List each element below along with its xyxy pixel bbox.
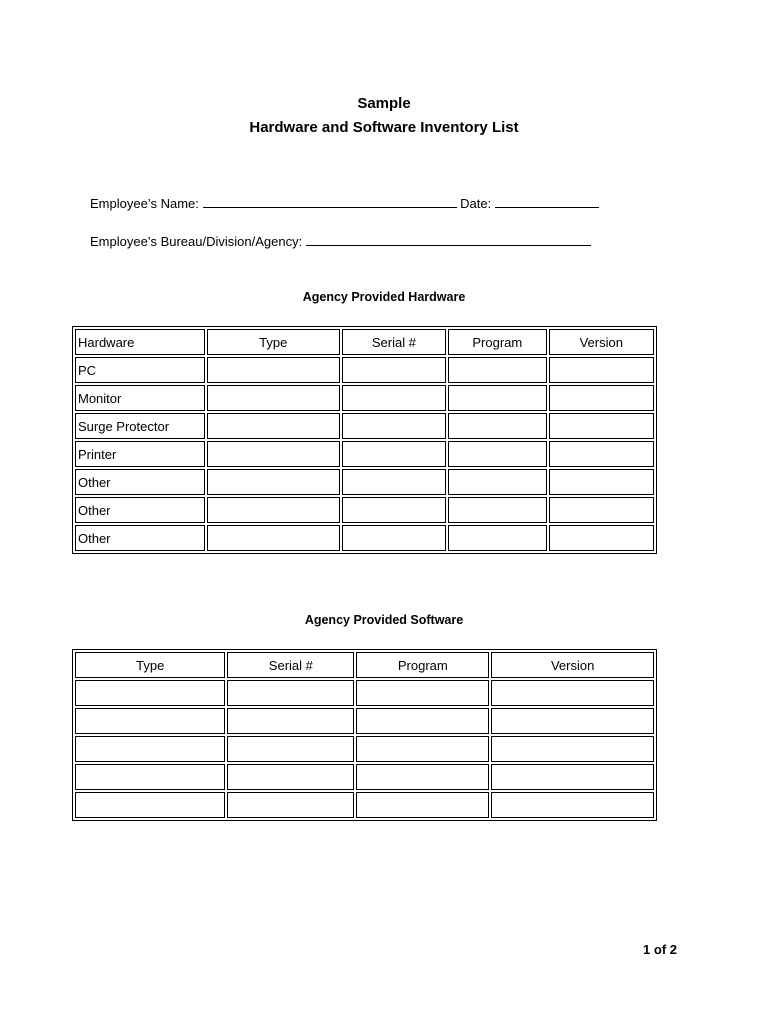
date-label: Date: <box>460 196 492 211</box>
hardware-item-label: Other <box>75 469 205 495</box>
hardware-item-label: Monitor <box>75 385 205 411</box>
hardware-program-cell[interactable] <box>448 525 546 551</box>
hardware-type-cell[interactable] <box>207 525 340 551</box>
column-header-program: Program <box>448 329 546 355</box>
software-serial-cell[interactable] <box>227 792 354 818</box>
hardware-version-cell[interactable] <box>549 441 655 467</box>
software-table-row <box>75 708 654 734</box>
column-header-program: Program <box>356 652 489 678</box>
software-table-row <box>75 736 654 762</box>
software-version-cell[interactable] <box>491 764 654 790</box>
bureau-blank[interactable] <box>306 233 591 246</box>
software-table-header-row <box>75 652 654 678</box>
document-title-line-2: Hardware and Software Inventory List <box>249 119 519 136</box>
hardware-item-label: Other <box>75 525 205 551</box>
hardware-program-cell[interactable] <box>448 385 546 411</box>
software-program-cell[interactable] <box>356 736 489 762</box>
hardware-program-cell[interactable] <box>448 413 546 439</box>
column-header-hardware: Hardware <box>75 329 205 355</box>
software-version-cell[interactable] <box>491 708 654 734</box>
hardware-serial-cell[interactable] <box>342 441 446 467</box>
hardware-type-cell[interactable] <box>207 413 340 439</box>
document-title-line-1: Sample <box>357 95 411 112</box>
hardware-table-header-row <box>75 329 654 355</box>
software-serial-cell[interactable] <box>227 708 354 734</box>
column-header-serial: Serial # <box>342 329 446 355</box>
hardware-program-cell[interactable] <box>448 497 546 523</box>
hardware-serial-cell[interactable] <box>342 469 446 495</box>
software-version-cell[interactable] <box>491 792 654 818</box>
hardware-serial-cell[interactable] <box>342 497 446 523</box>
software-type-cell[interactable] <box>75 792 225 818</box>
hardware-serial-cell[interactable] <box>342 413 446 439</box>
employee-name-label: Employee’s Name: <box>90 196 199 211</box>
hardware-table-row <box>75 385 654 411</box>
software-table-row <box>75 764 654 790</box>
hardware-type-cell[interactable] <box>207 385 340 411</box>
software-table-row <box>75 680 654 706</box>
software-version-cell[interactable] <box>491 680 654 706</box>
hardware-type-cell[interactable] <box>207 469 340 495</box>
hardware-table-row <box>75 357 654 383</box>
software-type-cell[interactable] <box>75 736 225 762</box>
hardware-program-cell[interactable] <box>448 357 546 383</box>
software-type-cell[interactable] <box>75 680 225 706</box>
bureau-label: Employee’s Bureau/Division/Agency: <box>90 234 303 249</box>
employee-name-blank[interactable] <box>203 195 457 208</box>
software-type-cell[interactable] <box>75 764 225 790</box>
hardware-type-cell[interactable] <box>207 497 340 523</box>
hardware-version-cell[interactable] <box>549 385 655 411</box>
hardware-item-label: PC <box>75 357 205 383</box>
hardware-table-row <box>75 469 654 495</box>
hardware-serial-cell[interactable] <box>342 525 446 551</box>
software-table <box>72 649 657 821</box>
software-program-cell[interactable] <box>356 680 489 706</box>
hardware-item-label: Printer <box>75 441 205 467</box>
bureau-row <box>90 233 591 249</box>
column-header-type: Type <box>75 652 225 678</box>
date-blank[interactable] <box>495 195 599 208</box>
hardware-table-row <box>75 413 654 439</box>
hardware-item-label: Surge Protector <box>75 413 205 439</box>
software-serial-cell[interactable] <box>227 736 354 762</box>
software-serial-cell[interactable] <box>227 680 354 706</box>
hardware-section-heading: Agency Provided Hardware <box>302 290 466 304</box>
column-header-serial: Serial # <box>227 652 354 678</box>
hardware-version-cell[interactable] <box>549 357 655 383</box>
hardware-type-cell[interactable] <box>207 357 340 383</box>
hardware-serial-cell[interactable] <box>342 385 446 411</box>
hardware-table-row <box>75 525 654 551</box>
hardware-serial-cell[interactable] <box>342 357 446 383</box>
software-table-row <box>75 792 654 818</box>
software-program-cell[interactable] <box>356 708 489 734</box>
hardware-version-cell[interactable] <box>549 413 655 439</box>
hardware-version-cell[interactable] <box>549 525 655 551</box>
hardware-program-cell[interactable] <box>448 469 546 495</box>
software-program-cell[interactable] <box>356 792 489 818</box>
column-header-type: Type <box>207 329 340 355</box>
hardware-version-cell[interactable] <box>549 469 655 495</box>
employee-name-row <box>90 195 599 211</box>
hardware-table-row <box>75 497 654 523</box>
hardware-type-cell[interactable] <box>207 441 340 467</box>
software-version-cell[interactable] <box>491 736 654 762</box>
hardware-version-cell[interactable] <box>549 497 655 523</box>
page-number: 1 of 2 <box>643 942 677 957</box>
hardware-program-cell[interactable] <box>448 441 546 467</box>
software-serial-cell[interactable] <box>227 764 354 790</box>
column-header-version: Version <box>491 652 654 678</box>
hardware-item-label: Other <box>75 497 205 523</box>
column-header-version: Version <box>549 329 655 355</box>
software-type-cell[interactable] <box>75 708 225 734</box>
hardware-table-row <box>75 441 654 467</box>
software-section-heading: Agency Provided Software <box>304 613 464 627</box>
hardware-table <box>72 326 657 554</box>
software-program-cell[interactable] <box>356 764 489 790</box>
